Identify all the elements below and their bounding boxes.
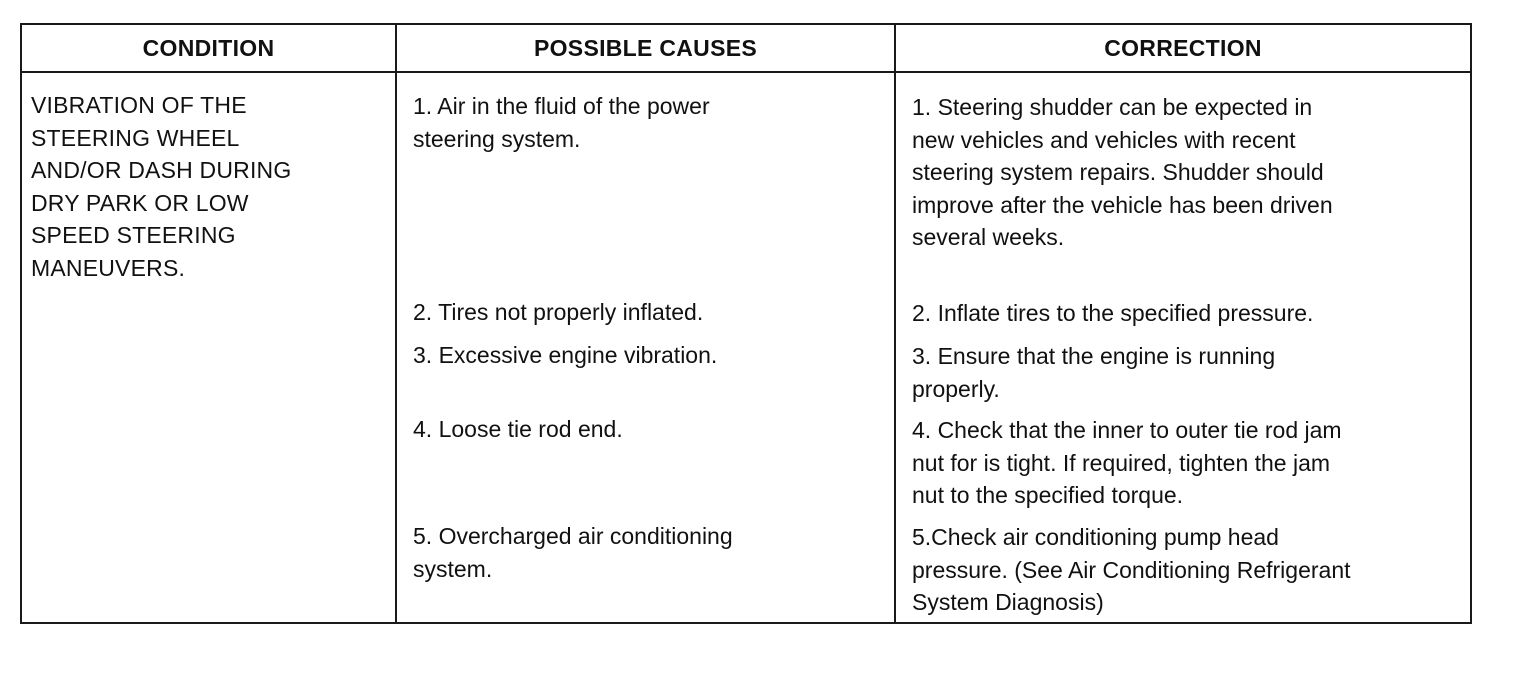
cause-4: 4. Loose tie rod end. bbox=[413, 416, 623, 442]
header-condition: CONDITION bbox=[142, 34, 275, 61]
correction-2: 2. Inflate tires to the specified pressure. bbox=[912, 300, 1314, 326]
correction-4: 4. Check that the inner to outer tie rod jam nut for is tight. If required, tighten the jam nut to the specified torque. bbox=[912, 417, 1342, 508]
correction-3: 3. Ensure that the engine is running properly. bbox=[912, 343, 1276, 402]
column-divider bbox=[395, 25, 397, 622]
column-divider bbox=[894, 25, 896, 622]
cause-2: 2. Tires not properly inflated. bbox=[413, 299, 704, 325]
condition-text: VIBRATION OF THE STEERING WHEEL AND/OR DASH DURING DRY PARK OR LOW SPEED STEERING MANEUVERS. bbox=[31, 92, 292, 281]
cause-5: 5. Overcharged air conditioning system. bbox=[413, 523, 733, 582]
correction-5: 5.Check air conditioning pump head pressure. (See Air Conditioning Refrigerant System Diagnosis) bbox=[912, 524, 1351, 615]
cause-3: 3. Excessive engine vibration. bbox=[413, 342, 718, 368]
header-correction: CORRECTION bbox=[1104, 34, 1262, 61]
header-possible-causes: POSSIBLE CAUSES bbox=[533, 34, 758, 61]
header-divider bbox=[22, 71, 1470, 73]
correction-1: 1. Steering shudder can be expected in new vehicles and vehicles with recent steering system repairs. Shudder should improve after the vehicle has been driven several weeks. bbox=[912, 94, 1333, 250]
diagnosis-table bbox=[20, 23, 1472, 624]
cause-1: 1. Air in the fluid of the power steering system. bbox=[413, 93, 710, 152]
